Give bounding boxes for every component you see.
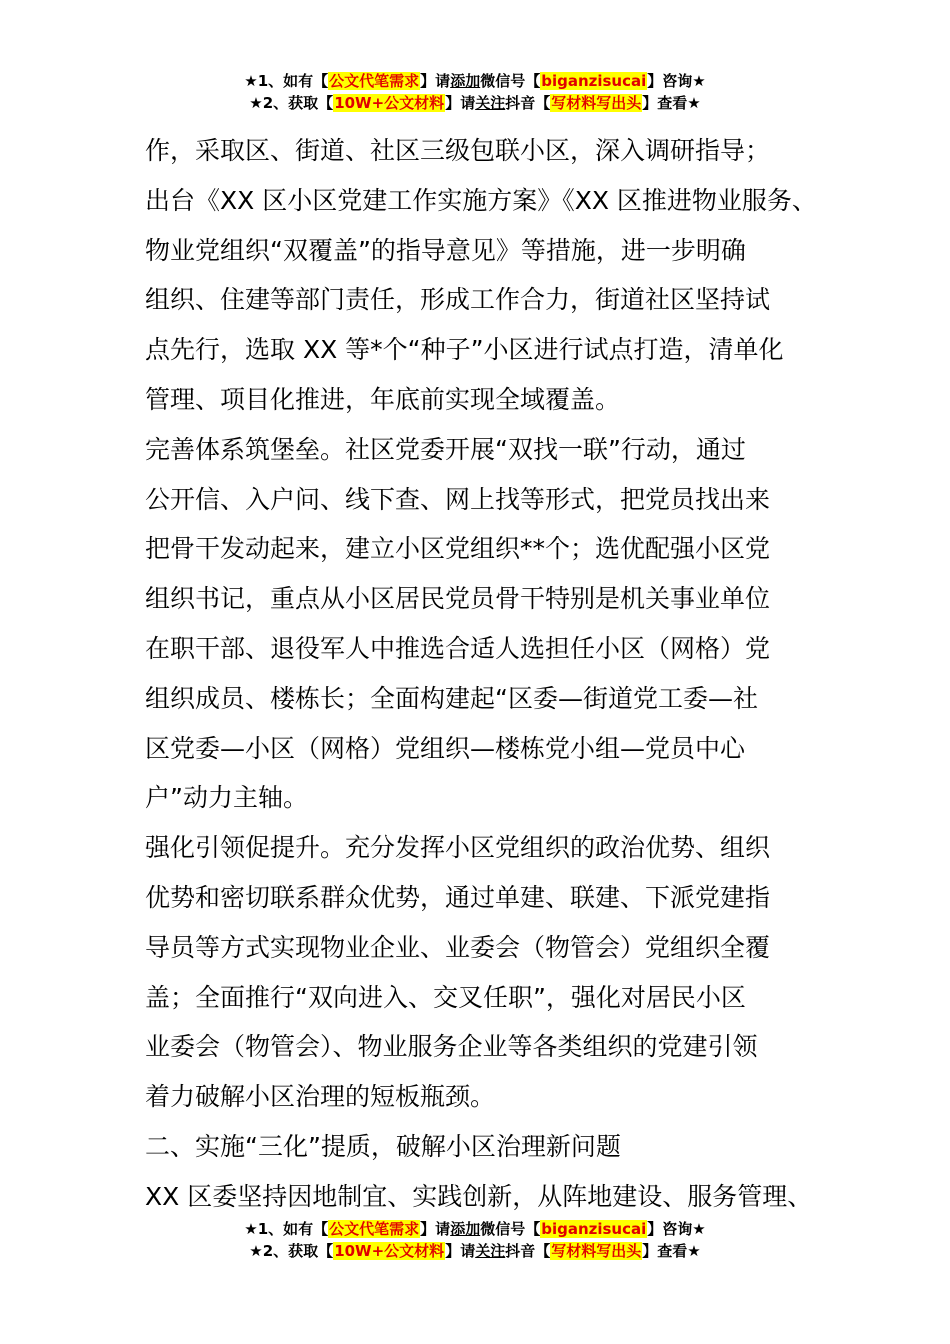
- text-line: 把骨干发动起来，建立小区党组织**个；选优配强小区党: [145, 534, 771, 564]
- banner-underline: 关注: [475, 94, 506, 112]
- text-line: 公开信、入户问、线下查、网上找等形式，把党员找出来: [145, 484, 771, 514]
- footer-banner: [0, 1218, 950, 1262]
- banner-underline: 关注: [475, 1242, 506, 1260]
- text-line: 业委会（物管会）、物业服务企业等各类组织的党建引领: [145, 1032, 758, 1062]
- text-line: 出台《XX 区小区党建工作实施方案》《XX 区推进物业服务、: [145, 185, 817, 215]
- text-line: 盖；全面推行“双向进入、交叉任职”，强化对居民小区: [145, 982, 746, 1012]
- text-line: 管理、项目化推进，年底前实现全域覆盖。: [145, 384, 621, 414]
- text-line: 作，采取区、街道、社区三级包联小区，深入调研指导；: [145, 136, 771, 165]
- text-line: 点先行，选取 XX 等*个“种子”小区进行试点打造，清单化: [145, 335, 784, 365]
- text-line: 组织书记，重点从小区居民党员骨干特别是机关事业单位: [145, 584, 771, 614]
- text-line: 户”动力主轴。: [145, 783, 308, 813]
- text-line: 完善体系筑堡垒。社区党委开展“双找一联”行动，通过: [145, 434, 746, 464]
- banner-highlight: 10W+公文材料: [334, 1242, 445, 1260]
- banner-line-1: ★1、如有【公文代笔需求】请添加微信号【biganzisucai】咨询★: [244, 1220, 706, 1238]
- text-line: XX 区委坚持因地制宜、实践创新，从阵地建设、服务管理、: [145, 1181, 813, 1211]
- banner-highlight: 公文代笔需求: [329, 1220, 420, 1238]
- banner-highlight: 10W+公文材料: [334, 94, 445, 112]
- text-line: 强化引领促提升。充分发挥小区党组织的政治优势、组织: [145, 833, 771, 863]
- banner-underline: 添加: [450, 1220, 481, 1238]
- banner-highlight: 写材料写出头: [551, 94, 642, 112]
- text-line: 着力破解小区治理的短板瓶颈。: [145, 1082, 496, 1112]
- banner-highlight: biganzisucai: [541, 1220, 647, 1238]
- section-heading: 二、实施“三化”提质，破解小区治理新问题: [145, 1131, 621, 1161]
- banner-highlight: 公文代笔需求: [329, 72, 420, 90]
- banner-highlight: biganzisucai: [541, 72, 647, 90]
- text-line: 物业党组织“双覆盖”的指导意见》等措施，进一步明确: [145, 235, 746, 265]
- text-line: 组织成员、楼栋长；全面构建起“区委—街道党工委—社: [145, 683, 758, 713]
- text-line: 优势和密切联系群众优势，通过单建、联建、下派党建指: [145, 882, 771, 912]
- banner-line-2: ★2、获取【10W+公文材料】请关注抖音【写材料写出头】查看★: [249, 1242, 701, 1260]
- text-line: 导员等方式实现物业企业、业委会（物管会）党组织全覆: [145, 932, 771, 962]
- banner-line-1: ★1、如有【公文代笔需求】请添加微信号【biganzisucai】咨询★: [244, 72, 706, 90]
- banner-highlight: 写材料写出头: [551, 1242, 642, 1260]
- text-line: 在职干部、退役军人中推选合适人选担任小区（网格）党: [145, 633, 771, 663]
- text-line: 区党委—小区（网格）党组织—楼栋党小组—党员中心: [145, 733, 746, 763]
- text-line: 组织、住建等部门责任，形成工作合力，街道社区坚持试: [145, 285, 771, 315]
- banner-line-2: ★2、获取【10W+公文材料】请关注抖音【写材料写出头】查看★: [249, 94, 701, 112]
- banner-underline: 添加: [450, 72, 481, 90]
- document-body: [145, 126, 825, 1222]
- header-banner: [0, 70, 950, 114]
